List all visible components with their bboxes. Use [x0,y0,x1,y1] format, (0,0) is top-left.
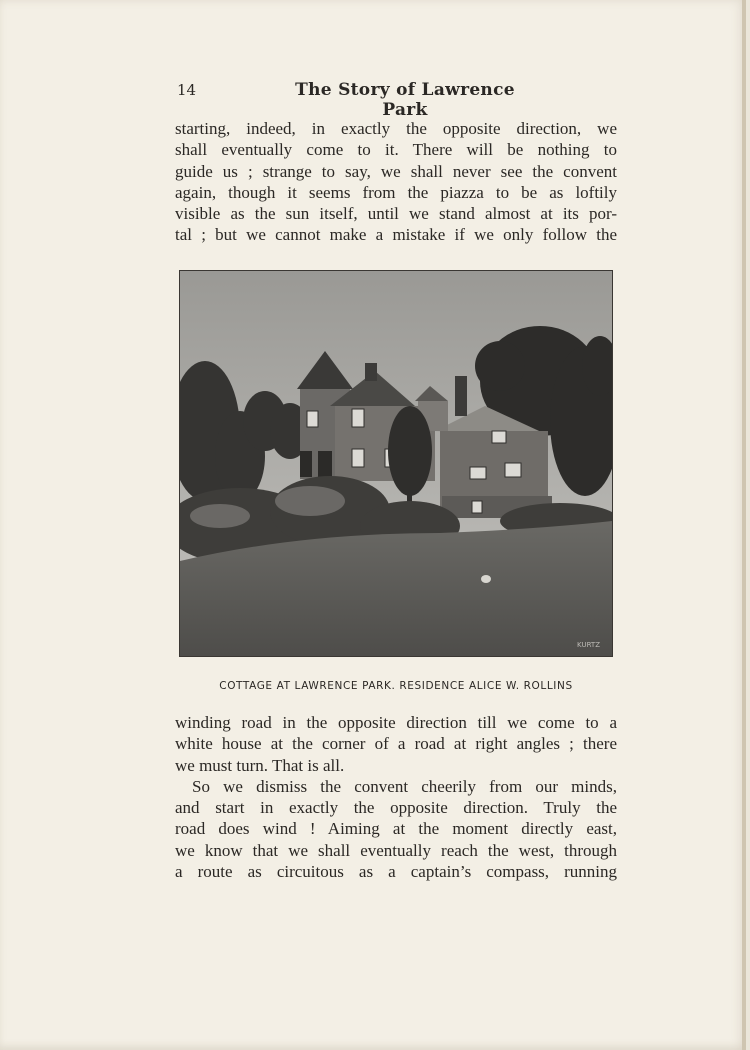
running-head: The Story of Lawrence Park [295,80,515,120]
text-line: road does wind ! Aiming at the moment directly east, [175,819,617,839]
photo-caption: COTTAGE AT LAWRENCE PARK. RESIDENCE ALICE W. ROLLINS [219,680,573,692]
text-line: starting, indeed, in exactly the opposite direction, we [175,119,617,138]
page-number: 14 [177,81,197,99]
text-line: again, though it seems from the piazza to be as loftily [175,182,617,202]
text-line: visible as the sun itself, until we stand almost at its por- [175,204,617,224]
text-line: So we dismiss the convent cheerily from our minds, [192,776,617,796]
text-line: we must turn. That is all. [175,755,345,775]
text-line: shall eventually come to it. There will be nothing to [175,140,617,160]
photographer-signature: KURTZ [577,641,600,649]
text-line: white house at the corner of a road at right angles ; there [175,734,617,754]
text-line: a route as circuitous as a captain’s compass, running [175,862,617,882]
cottage-illustration [180,271,612,656]
text-line: we know that we shall eventually reach the west, through [175,840,617,860]
page-header [175,80,617,120]
paragraph-top [175,118,617,246]
text-line: tal ; but we cannot make a mistake if we only follow the [175,225,617,245]
text-line: winding road in the opposite direction till we come to a [175,713,617,732]
paragraph-bottom [175,712,617,882]
text-line: and start in exactly the opposite direction. Truly the [175,798,617,818]
cottage-photograph [179,270,613,657]
page-edge [742,0,746,1050]
text-line: guide us ; strange to say, we shall never see the convent [175,161,617,181]
